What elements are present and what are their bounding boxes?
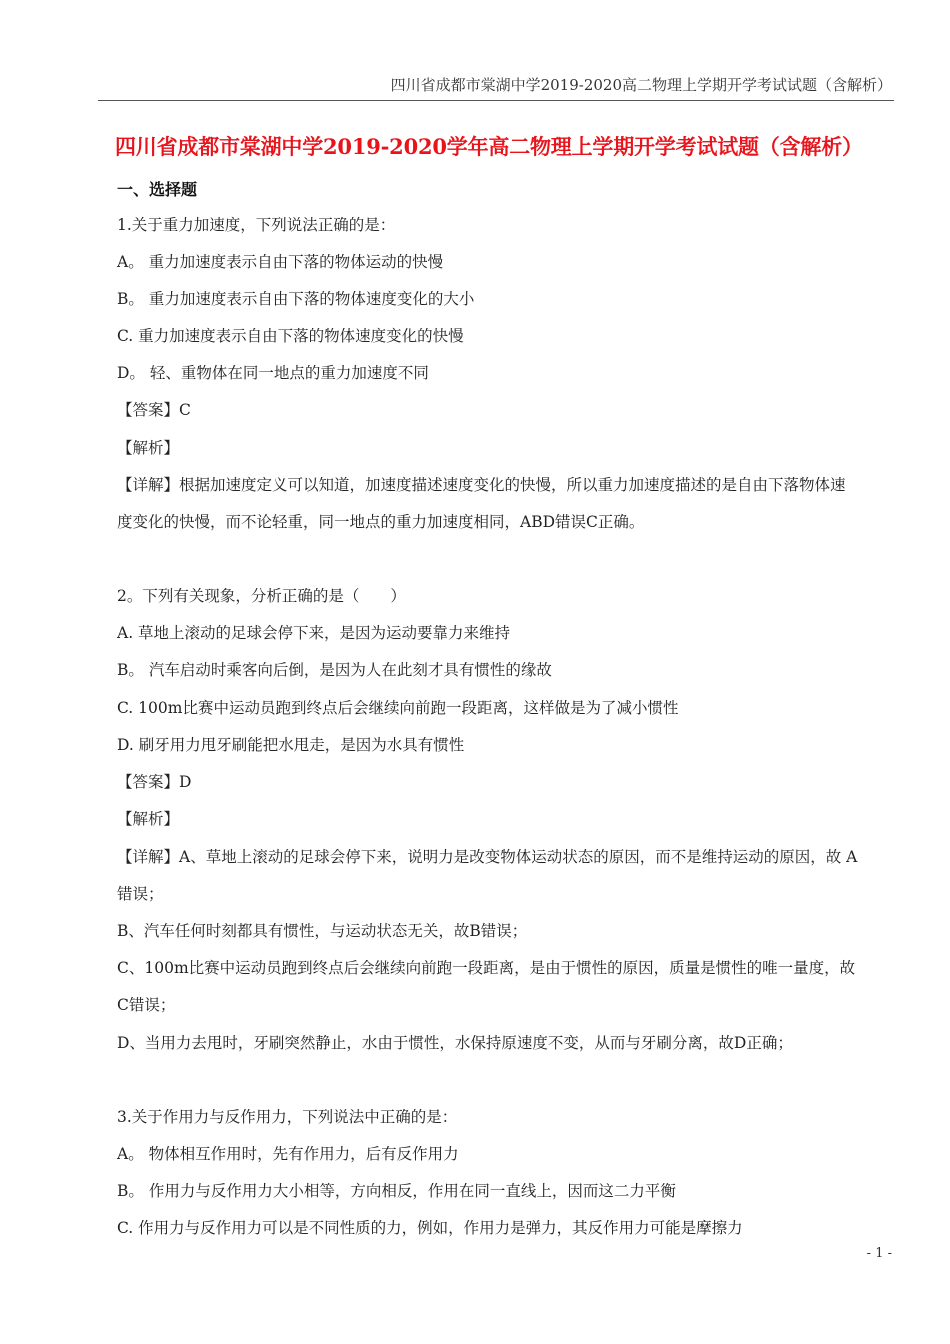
running-header: 四川省成都市棠湖中学2019-2020高二物理上学期开学考试试题（含解析） — [390, 76, 892, 94]
document-title: 四川省成都市棠湖中学2019-2020学年高二物理上学期开学考试试题（含解析） — [115, 134, 863, 159]
q2-explanation-line: B、汽车任何时刻都具有惯性，与运动状态无关，故B错误； — [117, 922, 528, 940]
q2-explanation-line: D、当用力去甩时，牙刷突然静止，水由于惯性，水保持原速度不变，从而与牙刷分离，故D正确； — [117, 1034, 793, 1052]
q2-explanation-line: C错误； — [117, 996, 176, 1014]
q2-analysis-label: 【解析】 — [117, 810, 180, 828]
q2-option-d: D. 刷牙用力甩牙刷能把水甩走，是因为水具有惯性 — [117, 736, 465, 754]
q3-option-a: A。 物体相互作用时，先有作用力，后有反作用力 — [117, 1145, 459, 1163]
q1-analysis-label: 【解析】 — [117, 439, 180, 457]
section-heading: 一、选择题 — [117, 180, 198, 199]
q1-option-c: C. 重力加速度表示自由下落的物体速度变化的快慢 — [117, 327, 464, 345]
q3-option-c: C. 作用力与反作用力可以是不同性质的力，例如，作用力是弹力，其反作用力可能是摩擦力 — [117, 1219, 743, 1237]
page-number: - 1 - — [866, 1246, 892, 1261]
q2-answer: 【答案】D — [117, 773, 192, 791]
q1-option-d: D。 轻、重物体在同一地点的重力加速度不同 — [117, 364, 429, 382]
q1-explanation-line: 【详解】根据加速度定义可以知道，加速度描述速度变化的快慢，所以重力加速度描述的是自由下落物体速 — [117, 476, 846, 494]
q2-explanation-line: 【详解】A、草地上滚动的足球会停下来，说明力是改变物体运动状态的原因，而不是维持运动的原因，故 A — [117, 848, 858, 866]
q3-stem: 3.关于作用力与反作用力，下列说法中正确的是： — [117, 1108, 458, 1126]
q1-stem: 1.关于重力加速度，下列说法正确的是： — [117, 216, 396, 234]
q1-answer: 【答案】C — [117, 401, 191, 419]
q2-explanation-line: 错误； — [117, 885, 164, 903]
q2-explanation-line: C、100m比赛中运动员跑到终点后会继续向前跑一段距离，是由于惯性的原因，质量是惯性的唯一量度，故 — [117, 959, 856, 977]
q2-option-b: B。 汽车启动时乘客向后倒，是因为人在此刻才具有惯性的缘故 — [117, 661, 552, 679]
q3-option-b: B。 作用力与反作用力大小相等，方向相反，作用在同一直线上，因而这二力平衡 — [117, 1182, 676, 1200]
q2-stem: 2。下列有关现象，分析正确的是（ ） — [117, 587, 406, 605]
header-divider — [98, 100, 894, 101]
q2-option-c: C. 100m比赛中运动员跑到终点后会继续向前跑一段距离，这样做是为了减小惯性 — [117, 699, 679, 717]
q1-option-b: B。 重力加速度表示自由下落的物体速度变化的大小 — [117, 290, 475, 308]
q1-option-a: A。 重力加速度表示自由下落的物体运动的快慢 — [117, 253, 444, 271]
q1-explanation-line: 度变化的快慢，而不论轻重，同一地点的重力加速度相同，ABD错误C正确。 — [117, 513, 645, 531]
q2-option-a: A. 草地上滚动的足球会停下来，是因为运动要靠力来维持 — [117, 624, 511, 642]
